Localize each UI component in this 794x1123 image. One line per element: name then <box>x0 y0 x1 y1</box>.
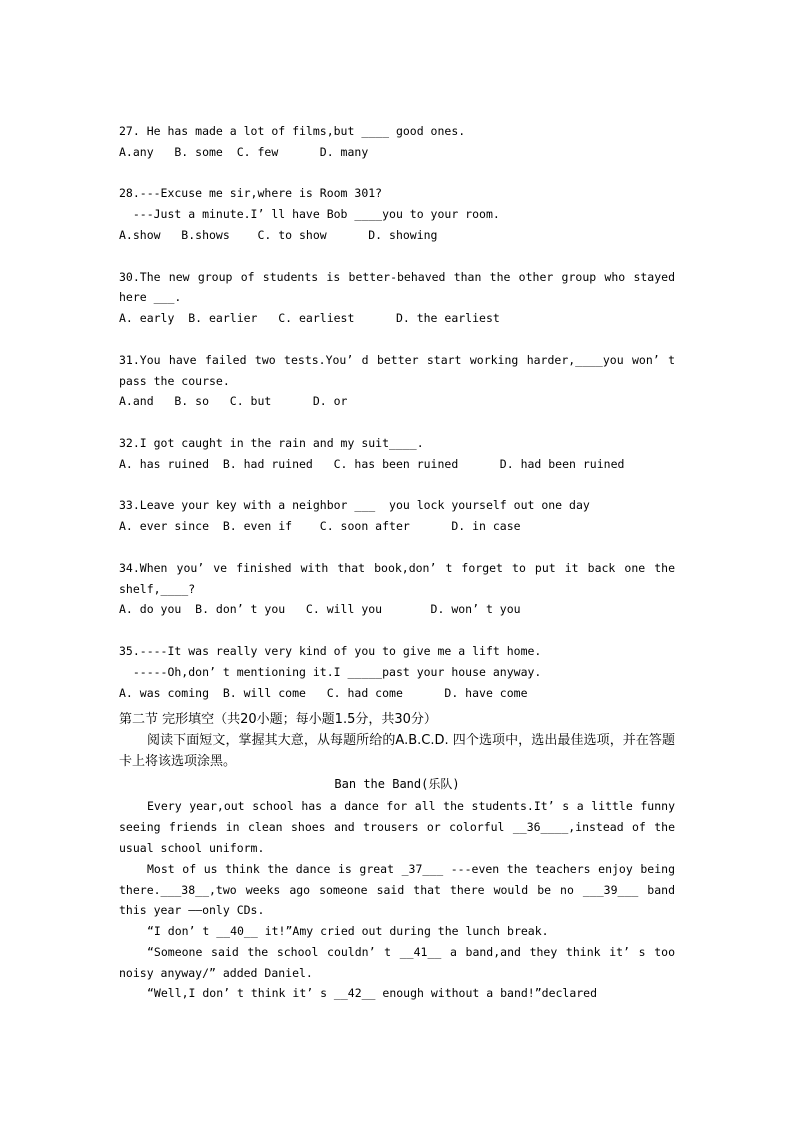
question-28 <box>119 183 675 245</box>
passage-paragraph: Every year,out school has a dance for all the students.It’ s a little funny seeing friends in clean shoes and trousers or colorful __36____,instead of the usual school uniform. <box>119 799 675 855</box>
question-33 <box>119 495 675 537</box>
passage-paragraph: “Well,I don’ t think it’ s __42__ enough without a band!”declared <box>147 986 598 1001</box>
passage <box>119 796 675 1004</box>
exam-page <box>119 121 675 1004</box>
passage-paragraph: “Someone said the school couldn’ t __41__ a band,and they think it’ s too noisy anyway/” added Daniel. <box>119 944 675 980</box>
question-30 <box>119 267 675 329</box>
section-heading: 第二节 完形填空（共20小题；每小题1.5分，共30分） <box>119 712 437 728</box>
question-options: A. early B. earlier C. earliest D. the earliest <box>119 311 500 326</box>
question-stem: 31.You have failed two tests.You’ d better start working harder,____you won’ t pass the course. <box>119 352 675 388</box>
question-31 <box>119 350 675 412</box>
spacer <box>119 620 675 641</box>
question-options: A. was coming B. will come C. had come D. have come <box>119 685 528 700</box>
spacer <box>119 412 675 433</box>
question-options: A. has ruined B. had ruined C. has been ruined D. had been ruined <box>119 456 625 471</box>
question-stem-line-2: ---Just a minute.I’ ll have Bob ____you to your room. <box>119 207 500 222</box>
question-stem: 30.The new group of students is better-behaved than the other group who stayed here ___. <box>119 269 675 305</box>
question-stem: 35.----It was really very kind of you to give me a lift home. <box>119 643 542 658</box>
question-stem: 28.---Excuse me sir,where is Room 301? <box>119 186 383 201</box>
question-options: A. ever since B. even if C. soon after D. in case <box>119 519 521 534</box>
question-stem: 27. He has made a lot of films,but ____ good ones. <box>119 124 466 138</box>
question-32 <box>119 433 675 475</box>
section-instructions: 阅读下面短文，掌握其大意，从每题所给的A.B.C.D. 四个选项中，选出最佳选项，并在答题卡上将该选项涂黑。 <box>119 733 675 770</box>
spacer <box>119 246 675 267</box>
question-options: A.show B.shows C. to show D. showing <box>119 227 438 242</box>
passage-title: Ban the Band(乐队) <box>334 777 460 792</box>
question-options: A.any B. some C. few D. many <box>119 144 369 159</box>
question-stem: 34.When you’ ve finished with that book,don’ t forget to put it back one the shelf,____? <box>119 560 675 596</box>
question-stem-line-2: -----Oh,don’ t mentioning it.I _____past your house anyway. <box>119 664 542 679</box>
question-35 <box>119 641 675 703</box>
spacer <box>119 475 675 496</box>
spacer <box>119 163 675 184</box>
question-stem: 33.Leave your key with a neighbor ___ you lock yourself out one day <box>119 498 590 513</box>
passage-paragraph: “I don’ t __40__ it!”Amy cried out during the lunch break. <box>147 924 549 939</box>
question-options: A.and B. so C. but D. or <box>119 394 348 409</box>
question-27 <box>119 121 675 163</box>
question-34 <box>119 558 675 620</box>
spacer <box>119 329 675 350</box>
question-stem: 32.I got caught in the rain and my suit____. <box>119 435 424 450</box>
question-options: A. do you B. don’ t you C. will you D. won’ t you <box>119 602 521 617</box>
spacer <box>119 537 675 558</box>
passage-paragraph: Most of us think the dance is great _37___ ---even the teachers enjoy being there.___38__,two weeks ago someone said that there would be no ___39___ band this year ——only CDs. <box>119 861 675 918</box>
